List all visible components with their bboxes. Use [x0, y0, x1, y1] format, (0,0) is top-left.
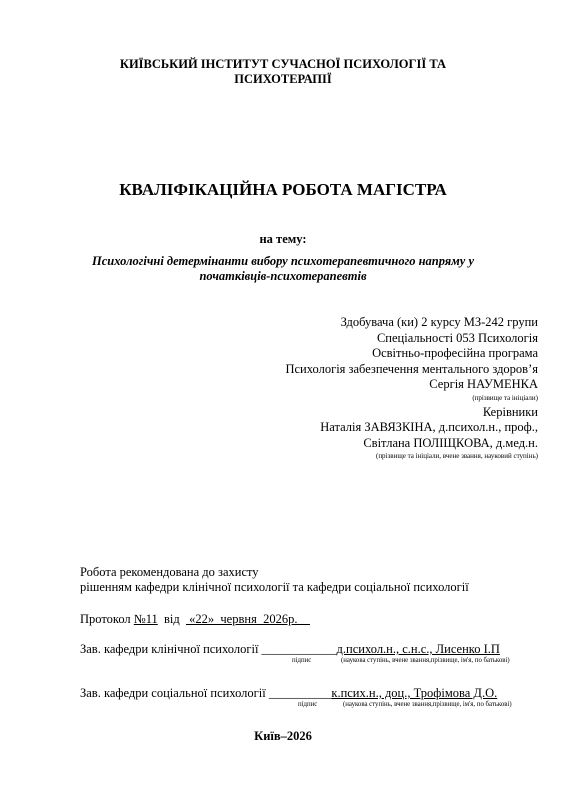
recommendation-line1: Робота рекомендована до захисту [80, 565, 259, 579]
recommendation-line2: рішенням кафедри клінічної психології та кафедри соціальної психології [80, 580, 469, 594]
social-signature-line [80, 686, 497, 701]
topic-line2: початківців-психотерапевтів [199, 269, 367, 283]
protocol-mid: від [157, 612, 187, 626]
author-line-course: Здобувача (ки) 2 курсу МЗ-242 групи [340, 315, 538, 329]
theme-label: на тему: [259, 232, 307, 246]
social-signature-blank: __________ [268, 686, 332, 700]
author-line-specialty: Спеціальності 053 Психологія [376, 330, 538, 345]
city-year: Київ–2026 [254, 729, 312, 743]
clinical-sign-caption: підпис [292, 657, 312, 664]
institute-name-line1: КИЇВСЬКИЙ ІНСТИТУТ СУЧАСНОЇ ПСИХОЛОГІЇ ТА [119, 57, 447, 71]
social-head-label: Зав. кафедри соціальної психології [80, 686, 266, 700]
author-line-program-name: Психологія забезпечення ментального здоров’я [285, 361, 538, 376]
institute-name-line2: ПСИХОТЕРАПІЇ [234, 72, 332, 86]
clinical-signature-blank: ____________ [261, 642, 337, 656]
student-caption: (прізвище та ініціали) [472, 393, 538, 402]
author-block [285, 315, 538, 461]
protocol-prefix: Протокол [80, 612, 134, 626]
clinical-info-caption: (наукова ступінь, вчене звання,прізвище, ім'я, по батькові) [341, 657, 510, 664]
social-info-caption: (наукова ступінь, вчене звання,прізвище, ім'я, по батькові) [343, 701, 512, 708]
student-name: Сергія НАУМЕНКА [429, 377, 538, 391]
clinical-head-label: Зав. кафедри клінічної психології [80, 642, 259, 656]
protocol-date: «22» червня 2026р. [186, 612, 310, 626]
document-title: КВАЛІФІКАЦІЙНА РОБОТА МАГІСТРА [119, 180, 447, 199]
supervisor-2: Світлана ПОЛІЩКОВА, д.мед.н. [363, 435, 538, 450]
supervisors-label: Керівники [482, 404, 538, 419]
topic-line1: Психологічні детермінанти вибору психотерапевтичного напряму у [91, 254, 475, 268]
protocol-line [80, 612, 310, 627]
author-line-program: Освітньо-професійна програма [372, 346, 538, 360]
social-sign-caption: підпис [298, 701, 318, 708]
protocol-number: №11 [133, 612, 158, 626]
clinical-signature-line [80, 642, 500, 657]
supervisor-1: Наталія ЗАВЯЗКІНА, д.психол.н., проф., [320, 420, 538, 434]
clinical-head-person: д.психол.н., с.н.с., Лисенко І.П [336, 642, 500, 656]
supervisors-caption: (прізвище та ініціали, вчене звання, науковий ступінь) [375, 452, 538, 460]
social-head-person: к.псих.н., доц., Трофімова Д.О. [331, 686, 498, 700]
